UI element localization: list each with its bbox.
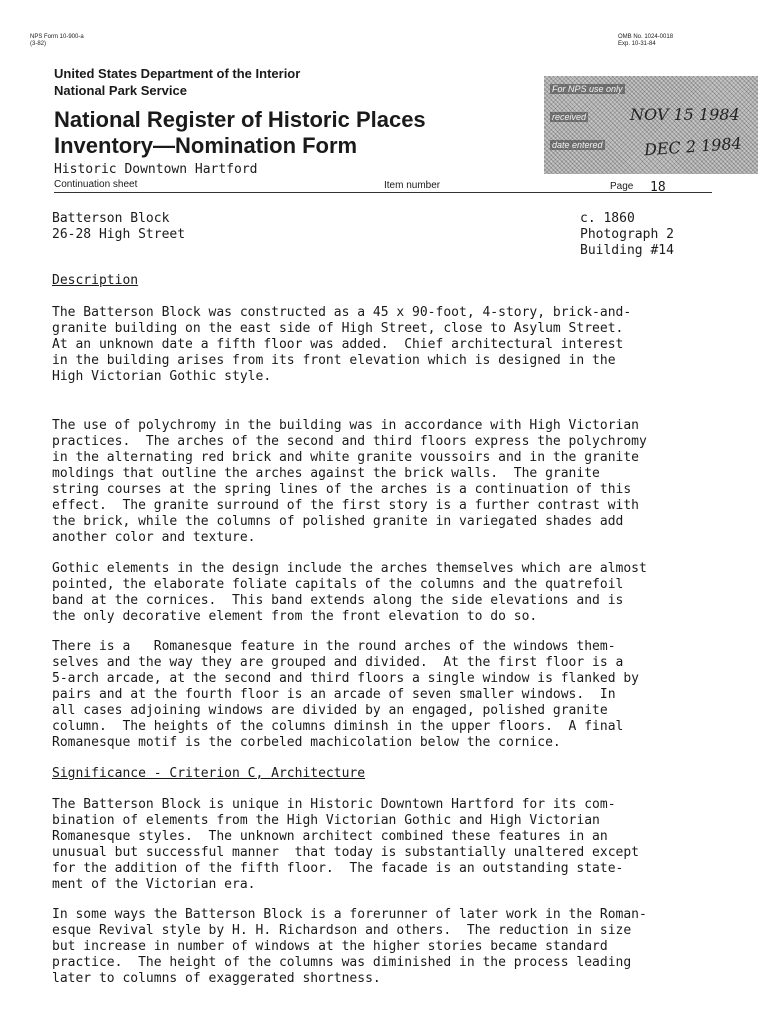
nps-use-stamp xyxy=(544,76,758,174)
description-paragraph-3: Gothic elements in the design include the arches themselves which are almost pointed, the elaborate foliate capitals of the columns and the quatrefoil band at the cornices. This band extends along the side elevations and is the only decorative element from the front elevation to do so. xyxy=(52,561,647,624)
photograph-number: Photograph 2 xyxy=(580,227,674,242)
building-date: c. 1860 xyxy=(580,211,635,226)
form-number: NPS Form 10-900-a (3-82) xyxy=(30,34,84,47)
building-name: Batterson Block xyxy=(52,211,170,226)
header-divider xyxy=(54,192,712,193)
significance-paragraph-2: In some ways the Batterson Block is a forerunner of later work in the Roman- esque Revival style by H. H. Richardson and others. The reduction in size but increase in number of windows at the higher stories became standard practice. The height of the columns was diminished in the process leading later to columns of exaggerated shortness. xyxy=(52,907,647,986)
district-name: Historic Downtown Hartford xyxy=(54,162,258,177)
service-name: National Park Service xyxy=(54,83,187,98)
building-address: 26-28 High Street xyxy=(52,227,186,242)
building-number: Building #14 xyxy=(580,243,674,258)
omb-number: OMB No. 1024-0018 Exp. 10-31-84 xyxy=(618,34,674,47)
stamp-received-date: NOV 15 1984 xyxy=(630,105,740,124)
stamp-date-entered-label: date entered xyxy=(552,140,603,150)
item-number-label: Item number xyxy=(384,180,441,191)
description-paragraph-4: There is a Romanesque feature in the round arches of the windows them- selves and the way they are grouped and divided. At the first floor is a 5-arch arcade, at the second and third floors a single window is flanked by pairs and at the fourth floor is an arcade of seven smaller windows. In all cases adjoining windows are divided by an engaged, polished granite column. The heights of the columns diminsh in the upper floors. A final Romanesque motif is the corbeled machicolation below the cornice. xyxy=(52,639,639,750)
significance-paragraph-1: The Batterson Block is unique in Historic Downtown Hartford for its com- bination of elements from the High Victorian Gothic and High Victorian Romanesque styles. The unknown architect combined these features in an unusual but successful manner that today is substantially unaltered except for the addition of the fifth floor. The facade is an outstanding state- ment of the Victorian era. xyxy=(52,797,639,892)
continuation-sheet-label: Continuation sheet xyxy=(54,179,138,190)
description-paragraph-1: The Batterson Block was constructed as a 45 x 90-foot, 4-story, brick-and- granite building on the east side of High Street, close to Asylum Street. At an unknown date a fifth floor was added. Chief architectural interest in the building arises from its front elevation which is designed in the High Victorian Gothic style. xyxy=(52,305,632,384)
agency-name: United States Department of the Interior xyxy=(54,66,301,81)
form-title: National Register of Historic Places xyxy=(54,107,426,132)
stamp-nps-use-label: For NPS use only xyxy=(552,84,623,94)
form-subtitle: Inventory—Nomination Form xyxy=(54,133,358,158)
stamp-date-entered-value: DEC 2 1984 xyxy=(643,133,743,160)
page-label: Page xyxy=(610,181,634,192)
description-heading: Description xyxy=(52,273,139,288)
significance-heading: Significance - Criterion C, Architecture xyxy=(52,766,366,781)
stamp-received-label: received xyxy=(552,112,587,122)
description-paragraph-2: The use of polychromy in the building was in accordance with High Victorian practices. The arches of the second and third floors express the polychromy in the alternating red brick and white granite voussoirs and in the granite moldings that outline the arches against the brick walls. The granite string courses at the spring lines of the arches is a continuation of this effect. The granite surround of the first story is a further contrast with the brick, while the columns of polished granite in variegated shades add another color and texture. xyxy=(52,418,647,545)
page-number: 18 xyxy=(650,180,666,195)
